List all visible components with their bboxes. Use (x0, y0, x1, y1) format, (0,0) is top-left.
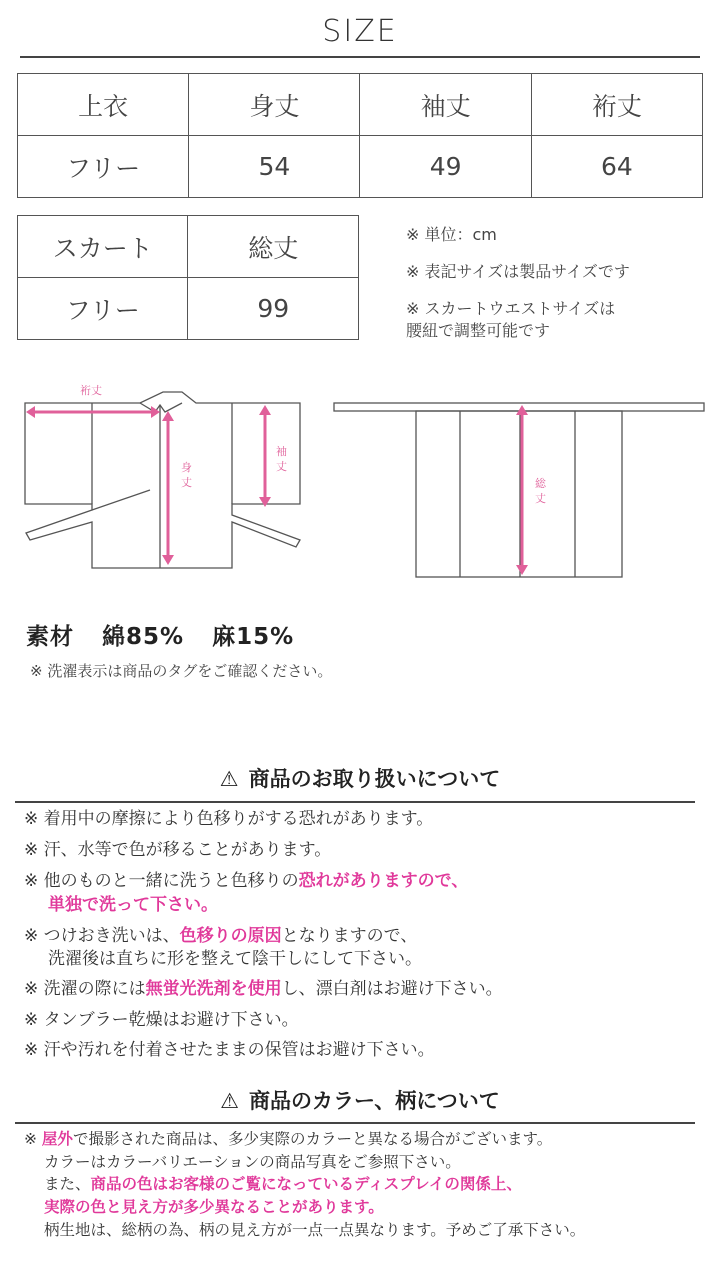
table-cell: 99 (188, 278, 359, 340)
table-cell: フリー (18, 136, 189, 198)
sode-label-1: 袖 (276, 445, 287, 458)
so-label-1: 総 (535, 477, 546, 490)
table-header-cell: 総丈 (188, 216, 359, 278)
table-header-cell: 上衣 (18, 74, 189, 136)
warning-icon: ⚠ (219, 767, 239, 791)
list-item: 洗濯後は直ちに形を整えて陰干しにして下さい。 (48, 949, 422, 969)
waist-note: ※ スカートウエストサイズは (406, 299, 616, 318)
page-title: SIZE (322, 14, 398, 49)
wash-note: ※ 洗濯表示は商品のタグをご確認ください。 (30, 662, 333, 680)
list-item: カラーはカラーバリエーションの商品写真をご参照下さい。 (44, 1153, 461, 1171)
section-divider (15, 1122, 695, 1124)
color-section-title: ⚠ 商品のカラー、柄について (220, 1089, 500, 1113)
list-item: ※ 洗濯の際には無蛍光洗剤を使用し、漂白剤はお避け下さい。 (24, 979, 503, 999)
garment-diagram (0, 0, 720, 600)
mi-label-1: 身 (181, 461, 192, 474)
list-item: 単独で洗って下さい。 (48, 895, 218, 915)
table-cell: 49 (360, 136, 531, 198)
list-item: 実際の色と見え方が多少異なることがあります。 (44, 1198, 384, 1216)
table-cell: フリー (18, 278, 188, 340)
table-header-cell: 身丈 (189, 74, 360, 136)
jacket-illustration (25, 392, 300, 568)
list-item: 柄生地は、総柄の為、柄の見え方が一点一点異なります。予めご了承下さい。 (44, 1221, 586, 1239)
table-header-cell: スカート (18, 216, 188, 278)
list-item: ※ つけおき洗いは、色移りの原因となりますので、 (24, 926, 418, 946)
measurement-arrows (26, 405, 528, 575)
list-item: ※ 着用中の摩擦により色移りがする恐れがあります。 (24, 809, 434, 829)
warning-icon: ⚠ (220, 1089, 240, 1113)
list-item: ※ 汗や汚れを付着させたままの保管はお避け下さい。 (24, 1040, 435, 1060)
care-section-title: ⚠ 商品のお取り扱いについて (219, 767, 501, 791)
list-item: ※ 屋外で撮影された商品は、多少実際のカラーと異なる場合がございます。 (24, 1130, 553, 1148)
yuki-label: 裄丈 (80, 384, 102, 397)
unit-note: ※ 単位：cm (406, 225, 497, 244)
waist-note-cont: 腰紐で調整可能です (406, 321, 551, 340)
list-item: ※ 汗、水等で色が移ることがあります。 (24, 840, 332, 860)
section-divider (15, 801, 695, 803)
list-item: また、商品の色はお客様のご覧になっているディスプレイの関係上、 (44, 1175, 522, 1193)
sode-label-2: 丈 (276, 460, 287, 473)
list-item: ※ 他のものと一緒に洗うと色移りの恐れがありますので、 (24, 871, 469, 891)
size-note: ※ 表記サイズは製品サイズです (406, 262, 630, 281)
table-header-cell: 裄丈 (531, 74, 702, 136)
material-linen: 麻15% (212, 624, 295, 650)
table-cell: 64 (531, 136, 702, 198)
table-cell: 54 (189, 136, 360, 198)
table-header-cell: 袖丈 (360, 74, 531, 136)
mi-label-2: 丈 (181, 476, 192, 489)
material-line (26, 618, 322, 651)
list-item: ※ タンブラー乾燥はお避け下さい。 (24, 1010, 299, 1030)
skirt-illustration (334, 403, 704, 577)
so-label-2: 丈 (535, 492, 546, 505)
material-cotton: 綿85% (102, 624, 185, 650)
material-label: 素材 (26, 624, 74, 650)
